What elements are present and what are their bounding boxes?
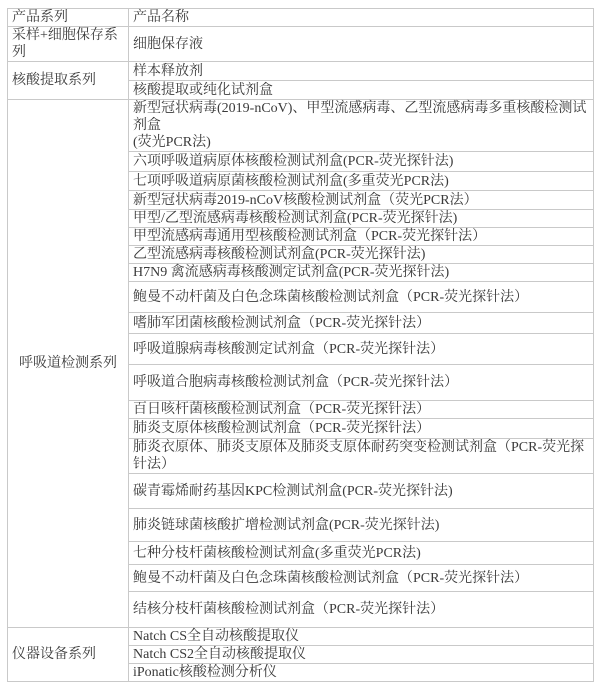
product-cell: 新型冠状病毒(2019-nCoV)、甲型流感病毒、乙型流感病毒多重核酸检测试剂盒 (荧光PCR法) — [129, 100, 594, 152]
product-cell: H7N9 禽流感病毒核酸测定试剂盒(PCR-荧光探针法) — [129, 264, 594, 282]
product-cell: 六项呼吸道病原体核酸检测试剂盒(PCR-荧光探针法) — [129, 152, 594, 172]
product-cell: 甲型流感病毒通用型核酸检测试剂盒（PCR-荧光探针法） — [129, 228, 594, 246]
product-cell: 七项呼吸道病原菌核酸检测试剂盒(多重荧光PCR法) — [129, 172, 594, 191]
table-header-row — [8, 9, 594, 27]
column-header-series: 产品系列 — [8, 9, 129, 27]
product-cell: 肺炎链球菌核酸扩增检测试剂盒(PCR-荧光探针法) — [129, 509, 594, 542]
product-cell: 鲍曼不动杆菌及白色念珠菌核酸检测试剂盒（PCR-荧光探针法） — [129, 565, 594, 592]
series-cell-extraction: 核酸提取系列 — [8, 62, 129, 100]
product-cell: iPonatic核酸检测分析仪 — [129, 664, 594, 682]
product-cell: 肺炎衣原体、肺炎支原体及肺炎支原体耐药突变检测试剂盒（PCR-荧光探针法） — [129, 439, 594, 474]
series-cell-sampling: 采样+细胞保存系列 — [8, 27, 129, 62]
product-cell: 细胞保存液 — [129, 27, 594, 62]
product-cell: 新型冠状病毒2019-nCoV核酸检测试剂盒（荧光PCR法） — [129, 191, 594, 210]
product-cell: 七种分枝杆菌核酸检测试剂盒(多重荧光PCR法) — [129, 542, 594, 565]
product-cell: 核酸提取或纯化试剂盒 — [129, 81, 594, 100]
product-cell: 结核分枝杆菌核酸检测试剂盒（PCR-荧光探针法） — [129, 592, 594, 628]
series-cell-respiratory: 呼吸道检测系列 — [8, 100, 129, 628]
product-cell: 呼吸道合胞病毒核酸检测试剂盒（PCR-荧光探针法） — [129, 365, 594, 401]
table-row — [8, 628, 594, 646]
product-cell: 甲型/乙型流感病毒核酸检测试剂盒(PCR-荧光探针法) — [129, 210, 594, 228]
product-cell: 样本释放剂 — [129, 62, 594, 81]
column-header-name: 产品名称 — [129, 9, 594, 27]
series-cell-instruments: 仪器设备系列 — [8, 628, 129, 682]
product-cell: Natch CS全自动核酸提取仪 — [129, 628, 594, 646]
table-row — [8, 100, 594, 152]
product-cell: 碳青霉烯耐药基因KPC检测试剂盒(PCR-荧光探针法) — [129, 474, 594, 509]
product-cell: Natch CS2全自动核酸提取仪 — [129, 646, 594, 664]
product-table — [7, 8, 594, 682]
product-cell: 呼吸道腺病毒核酸测定试剂盒（PCR-荧光探针法） — [129, 334, 594, 365]
product-cell: 鲍曼不动杆菌及白色念珠菌核酸检测试剂盒（PCR-荧光探针法） — [129, 282, 594, 313]
table-row — [8, 62, 594, 81]
table-row — [8, 27, 594, 62]
product-table-container — [7, 8, 594, 682]
product-cell: 乙型流感病毒核酸检测试剂盒(PCR-荧光探针法) — [129, 246, 594, 264]
product-cell: 百日咳杆菌核酸检测试剂盒（PCR-荧光探针法） — [129, 401, 594, 419]
product-cell: 嗜肺军团菌核酸检测试剂盒（PCR-荧光探针法） — [129, 313, 594, 334]
product-cell: 肺炎支原体核酸检测试剂盒（PCR-荧光探针法） — [129, 419, 594, 439]
